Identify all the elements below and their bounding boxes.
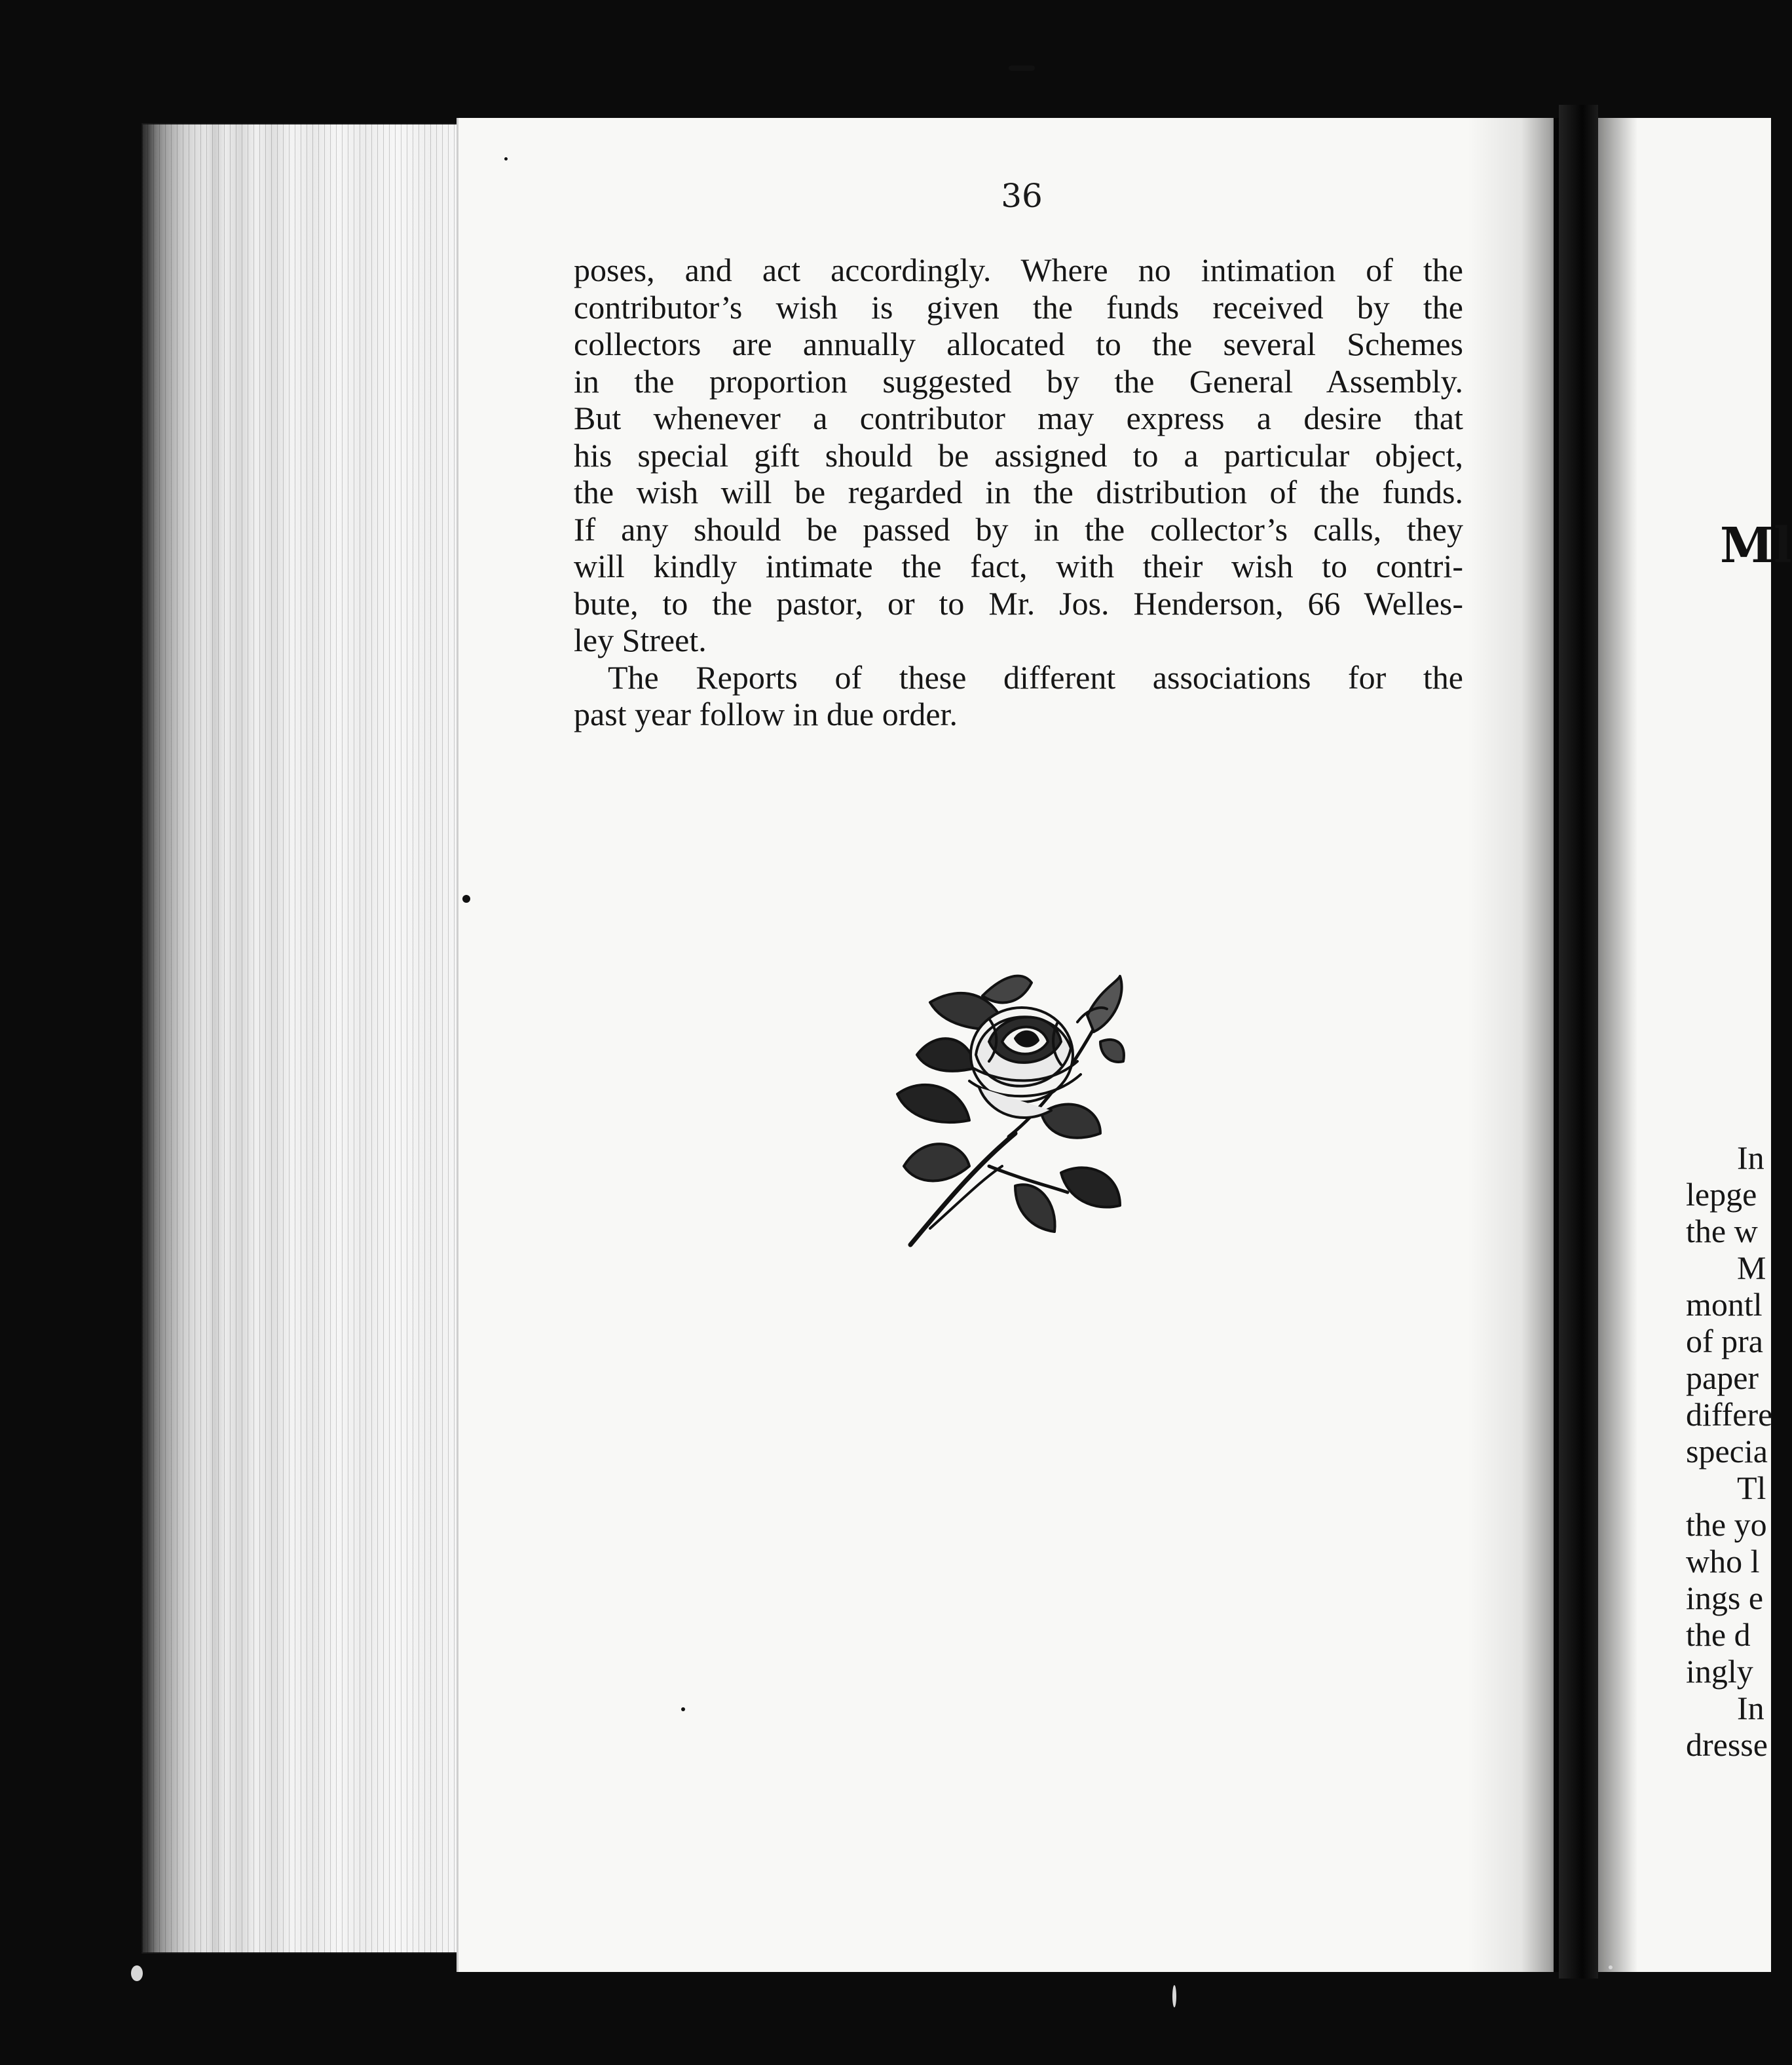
page-number: 36 xyxy=(1001,177,1043,215)
rose-ornament-icon xyxy=(891,970,1140,1258)
text-line: will kindly intimate the fact, with their wish to contri- xyxy=(574,548,1463,584)
scan-speck xyxy=(1009,66,1035,71)
facing-page-line-fragment: ingly xyxy=(1686,1653,1753,1690)
facing-page-line-fragment: the w xyxy=(1686,1213,1758,1249)
facing-page-line-fragment: M xyxy=(1737,1249,1766,1286)
scan-speck xyxy=(131,1965,143,1981)
facing-page-line-fragment: lepge xyxy=(1686,1176,1757,1213)
facing-page-line-fragment: ings e xyxy=(1686,1580,1764,1616)
facing-page-line-fragment: In xyxy=(1737,1139,1764,1176)
text-line: The Reports of these different associations for the xyxy=(608,658,1463,696)
text-line: contributor’s wish is given the funds received by the xyxy=(574,288,1463,326)
scan-speck xyxy=(504,157,508,161)
book-page-edge-lines xyxy=(141,123,469,1954)
gutter-shadow xyxy=(1467,118,1565,1972)
facing-page-line-fragment: the d xyxy=(1686,1616,1751,1653)
scan-speck xyxy=(681,1707,685,1711)
facing-page-line-fragment: of pra xyxy=(1686,1323,1763,1359)
text-line: in the proportion suggested by the General Assembly. xyxy=(574,362,1463,400)
scan-speck xyxy=(1172,1985,1176,2007)
text-line: past year follow in due order. xyxy=(574,696,958,732)
scan-speck xyxy=(462,895,470,903)
book-gutter xyxy=(1559,105,1598,1979)
text-line: But whenever a contributor may express a desire that xyxy=(574,400,1463,436)
facing-page-heading-fragment: Ml xyxy=(1720,518,1792,574)
text-line: poses, and act accordingly. Where no intimation of the xyxy=(574,252,1463,288)
text-line: the wish will be regarded in the distribution of the funds. xyxy=(574,474,1463,510)
scan-speck xyxy=(1609,1965,1613,1969)
text-line: If any should be passed by in the collector’s calls, they xyxy=(574,510,1463,548)
text-line: his special gift should be assigned to a particular object, xyxy=(574,436,1463,474)
facing-page-line-fragment: differe xyxy=(1686,1396,1773,1433)
text-line: ley Street. xyxy=(574,622,707,658)
facing-page-line-fragment: Tl xyxy=(1737,1469,1766,1506)
facing-page-line-fragment: In xyxy=(1737,1690,1764,1726)
facing-page-line-fragment: paper xyxy=(1686,1359,1759,1396)
text-line: collectors are annually allocated to the several Schemes xyxy=(574,326,1463,362)
facing-page-line-fragment: who l xyxy=(1686,1543,1760,1580)
facing-page-line-fragment: dresse xyxy=(1686,1726,1768,1763)
text-line: bute, to the pastor, or to Mr. Jos. Henderson, 66 Welles- xyxy=(574,584,1463,622)
body-text xyxy=(574,252,1463,733)
facing-page-line-fragment: specia xyxy=(1686,1433,1768,1469)
facing-page-line-fragment: montl xyxy=(1686,1286,1763,1323)
facing-page-line-fragment: the yo xyxy=(1686,1506,1767,1543)
right-page-shadow xyxy=(1598,118,1637,1972)
